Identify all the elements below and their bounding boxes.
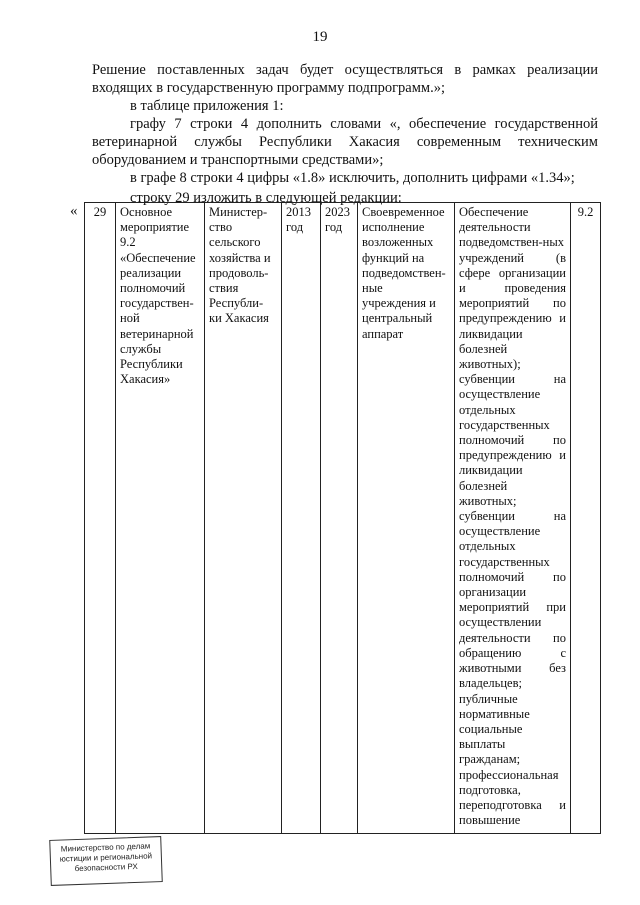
page-number: 19	[312, 29, 328, 45]
open-quote: «	[70, 203, 78, 219]
paragraph-tasks: Решение поставленных задач будет осуществляться в рамках реализации	[92, 62, 598, 78]
cell-measure: Основное мероприятие 9.2 «Обеспечение реализации полномочий государствен- ной ветеринарной службы Республики Хакасия»	[116, 203, 205, 834]
stamp-line: безопасности РХ	[74, 861, 138, 874]
table-row	[85, 203, 601, 834]
cell-end-year: 2023 год	[321, 203, 358, 834]
paragraph-column7-end: оборудованием и транспортными средствами»;	[92, 152, 384, 168]
paragraph-column7: графу 7 строки 4 дополнить словами «, обеспечение государственной	[130, 116, 598, 132]
cell-directions: Обеспечение деятельности подведомствен-ных учреждений (в сфере организации и проведения мероприятий по предупреждению и ликвидации болезней животных); субвенции на осуществление отдельных государственных полномочий по предупреждению и ликвидации болезней животных; субвенции на осуществление отдельных государственных полномочий по организации мероприятий при осуществлении деятельности по обращению с животными без владельцев; публичные нормативные социальные выплаты гражданам; профессиональная подготовка, переподготовка и повышение	[455, 203, 571, 834]
paragraph-row29: строку 29 изложить в следующей редакции:	[130, 190, 402, 206]
paragraph-subprograms: входящих в государственную программу подпрограмм.»;	[92, 80, 445, 96]
cell-start-year: 2013 год	[282, 203, 321, 834]
stamp-line: Министерство по делам	[60, 841, 151, 854]
cell-row-number: 29	[85, 203, 116, 834]
ministry-stamp	[49, 836, 163, 886]
cell-link: 9.2	[571, 203, 601, 834]
program-table	[84, 202, 601, 834]
cell-executor: Министер- ство сельского хозяйства и продоволь- ствия Республи- ки Хакасия	[205, 203, 282, 834]
stamp-line: юстиции и региональной	[59, 851, 153, 864]
paragraph-appendix: в таблице приложения 1:	[130, 98, 284, 114]
cell-result: Своевременное исполнение возложенных функций на подведомствен- ные учреждения и центральный аппарат	[358, 203, 455, 834]
paragraph-column8: в графе 8 строки 4 цифры «1.8» исключить, дополнить цифрами «1.34»;	[130, 170, 575, 186]
paragraph-column7-cont: ветеринарной службы Республики Хакасия современным техническим	[92, 134, 598, 150]
